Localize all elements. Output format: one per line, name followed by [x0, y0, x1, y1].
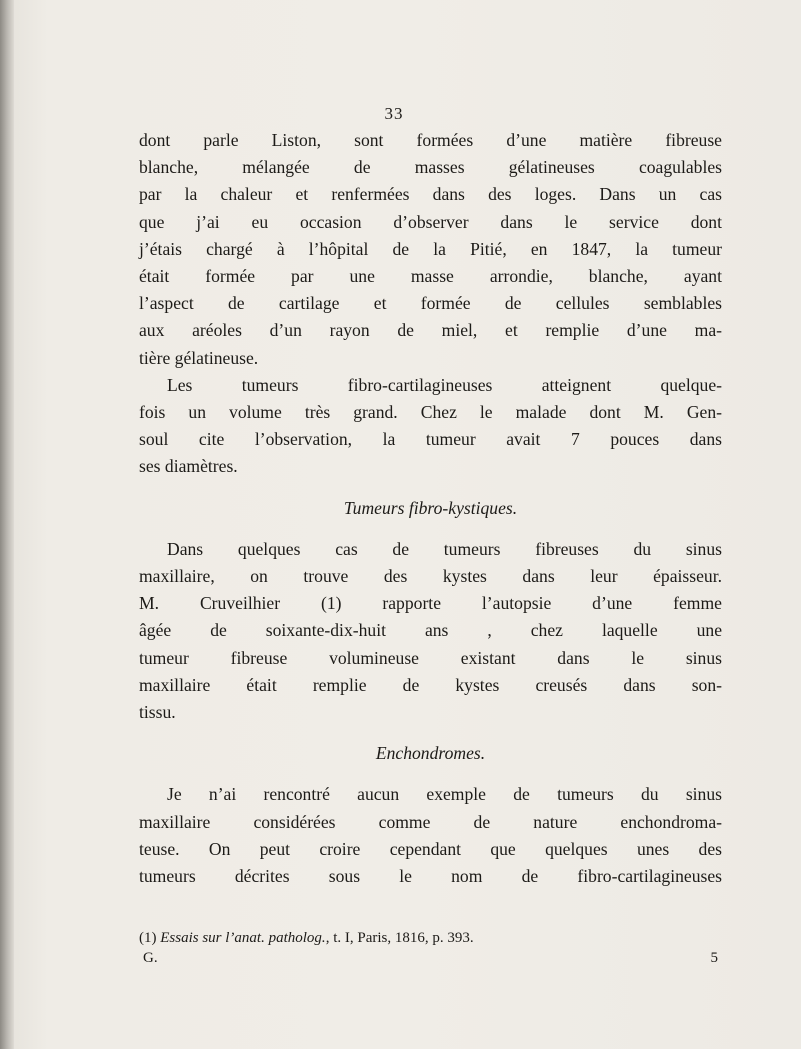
footnote-text — [139, 928, 722, 948]
text-line: tière gélatineuse. — [139, 347, 259, 368]
text-line: blanche, mélangée de masses gélatineuses coagulables — [139, 157, 722, 178]
text-line: ses diamètres. — [139, 456, 238, 477]
text-line: tumeur fibreuse volumineuse existant dans le sinus — [139, 647, 722, 668]
text-line: teuse. On peut croire cependant que quelques unes des — [139, 838, 722, 859]
text-line: tissu. — [139, 702, 176, 723]
text-line: maxillaire considérées comme de nature enchondroma- — [139, 811, 722, 832]
signature-mark: G. — [143, 950, 158, 966]
text-line: tumeurs décrites sous le nom de fibro-cartilagineuses — [139, 866, 722, 887]
text-line: aux aréoles d’un rayon de miel, et remplie d’une ma- — [139, 320, 722, 341]
footnote-rest: , t. I, Paris, 1816, p. 393. — [325, 930, 474, 946]
section-heading: Tumeurs fibro-kystiques. — [343, 497, 518, 518]
footnote-title: Essais sur l’anat. patholog. — [160, 930, 326, 946]
text-line: soul cite l’observation, la tumeur avait 7 pouces dans — [139, 429, 722, 450]
paragraph-2 — [139, 372, 722, 481]
text-line: âgée de soixante-dix-huit ans , chez laquelle une — [139, 620, 722, 641]
text-line: Je n’ai rencontré aucun exemple de tumeurs du sinus — [167, 784, 722, 805]
footnote-marker: (1) — [139, 930, 161, 946]
text-line: M. Cruveilhier (1) rapporte l’autopsie d’une femme — [139, 593, 722, 614]
signature-row — [139, 948, 722, 968]
text-line: que j’ai eu occasion d’observer dans le service dont — [139, 211, 722, 232]
text-line: fois un volume très grand. Chez le malade dont M. Gen- — [139, 402, 722, 423]
text-line: par la chaleur et renfermées dans des loges. Dans un cas — [139, 184, 722, 205]
text-line: était formée par une masse arrondie, blanche, ayant — [139, 266, 722, 287]
main-text — [139, 127, 722, 890]
text-line: maxillaire était remplie de kystes creusés dans son- — [139, 674, 722, 695]
section-heading: Enchondromes. — [375, 743, 486, 764]
text-line: l’aspect de cartilage et formée de cellules semblables — [139, 293, 722, 314]
text-line: maxillaire, on trouve des kystes dans leur épaisseur. — [139, 566, 722, 587]
text-line: Dans quelques cas de tumeurs fibreuses du sinus — [167, 538, 722, 559]
text-line: dont parle Liston, sont formées d’une matière fibreuse — [139, 130, 722, 150]
paragraph-3 — [139, 536, 722, 726]
page-number: 33 — [384, 104, 404, 123]
text-line: j’étais chargé à l’hôpital de la Pitié, en 1847, la tumeur — [139, 238, 722, 259]
text-line: Les tumeurs fibro-cartilagineuses atteignent quelque- — [167, 374, 722, 395]
paragraph-4 — [139, 781, 722, 890]
footnote — [139, 928, 722, 968]
page-gutter-shadow — [0, 0, 14, 1049]
gathering-number: 5 — [710, 950, 718, 966]
paragraph-1 — [139, 127, 722, 372]
